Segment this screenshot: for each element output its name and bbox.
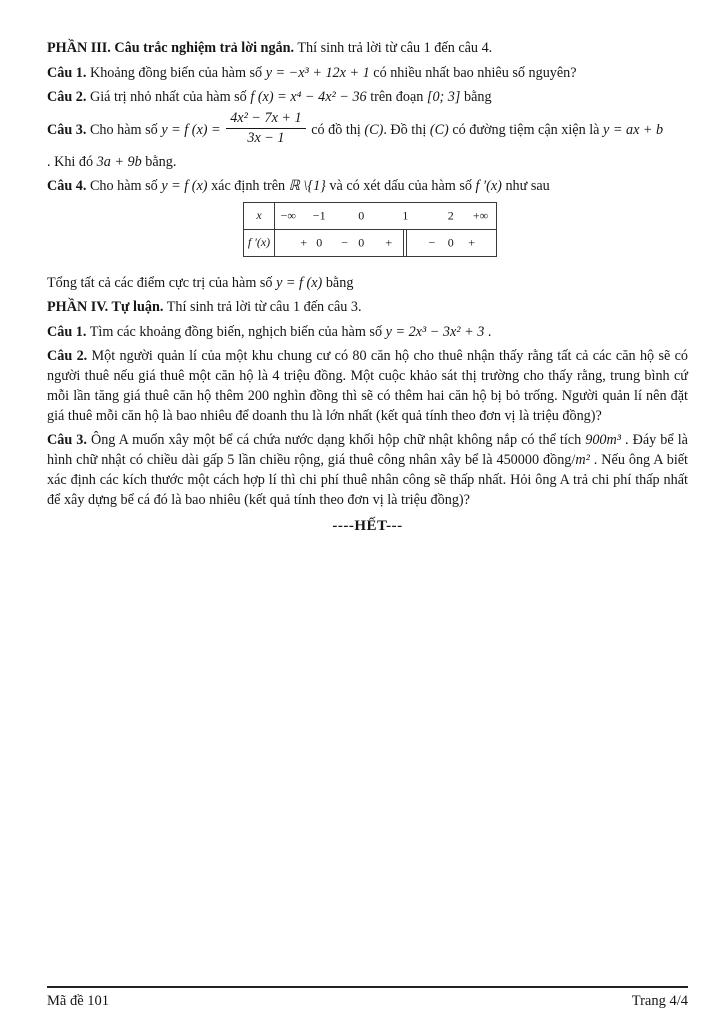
part3-question-4-sum: Tổng tất cả các điểm cực trị của hàm số y = f (x) bằng	[47, 274, 354, 291]
sign-table-x-header: x	[244, 203, 275, 229]
end-of-exam-marker: ----HẾT---	[332, 518, 403, 534]
sign-table-fprime-values	[275, 230, 496, 256]
part4-question-1: Câu 1. Tìm các khoảng đồng biến, nghịch biến của hàm số y = 2x³ − 3x² + 3 .	[47, 323, 492, 340]
fprime-sign: +	[385, 235, 393, 249]
x-value: 0	[358, 208, 365, 222]
part3-question-4: Câu 4. Cho hàm số y = f (x) xác định trên ℝ \{1} và có xét dấu của hàm số f ′(x) như sau	[47, 178, 550, 194]
part3-question-3-continued: . Khi đó 3a + 9b bằng.	[47, 153, 177, 170]
page-number: Trang 4/4	[631, 993, 688, 1009]
x-value: −1	[312, 208, 326, 222]
fprime-sign: 0	[358, 235, 365, 249]
x-value: 2	[447, 208, 454, 222]
document-body	[47, 38, 688, 550]
exam-code: Mã đề 101	[47, 993, 110, 1009]
page-footer	[47, 986, 688, 1010]
part3-question-2: Câu 2. Giá trị nhỏ nhất của hàm số f (x) = x⁴ − 4x² − 36 trên đoạn [0; 3] bằng	[47, 89, 492, 105]
part4-question-2: Câu 2. Một người quản lí của một khu chung cư có 80 căn hộ cho thuê nhận thấy rằng tất cả các căn hộ sẽ có người thuê nếu giá thuê một căn hộ là 4 triệu đồng. Một cuộc khảo sát thị trường cho thấy rằng, trung bình cứ mỗi lần tăng giá thuê căn hộ thêm 200 nghìn đồng thì sẽ có thêm hai căn hộ bị bỏ trống. Người quản lí nên đặt giá thuê mỗi căn hộ là bao nhiêu để doanh thu là lớn nhất (kết quả tính theo đơn vị là triệu đồng)?	[47, 348, 689, 424]
part4-header: PHẦN IV. Tự luận. Thí sinh trả lời từ câu 1 đến câu 3.	[47, 299, 362, 315]
part3-header: PHẦN III. Câu trắc nghiệm trả lời ngắn. Thí sinh trả lời từ câu 1 đến câu 4.	[47, 40, 493, 56]
fraction-numerator: 4x² − 7x + 1	[226, 110, 305, 129]
sign-table-fprime-header: f ′(x)	[244, 230, 275, 256]
fprime-sign: −	[428, 235, 436, 249]
fprime-sign: 0	[447, 235, 454, 249]
x-value: +∞	[472, 208, 489, 222]
fprime-sign: +	[300, 235, 308, 249]
x-value: −∞	[280, 208, 296, 222]
fprime-sign: +	[468, 235, 476, 249]
part3-question-3: Câu 3. Cho hàm số y = f (x) = $\frac{\text{4x² − 7x + 1}}{3x - 1}$ có đồ thị (C). Đồ thị (C) có đường tiệm cận xiện là y = ax + b	[47, 109, 664, 146]
fprime-sign: 0	[316, 235, 323, 249]
sign-table-fprime-row	[244, 229, 496, 256]
fraction	[226, 110, 305, 147]
part4-question-3: Câu 3. Ông A muốn xây một bể cá chứa nước dạng khối hộp chữ nhật không nắp có thể tích 900m³ . Đáy bể là hình chữ nhật có chiều dài gấp 5 lần chiều rộng, giá thuê công nhân xây bể là 450000 đồng/m² . Nếu ông A biết xác định các kích thước một cách hợp lí thì chi phí thuê nhân công sẽ thấp nhất. Hỏi ông A trả chi phí thấp nhất để xây dựng bể cá đó là bao nhiêu (kết quả tính theo đơn vị là triệu đồng)?	[47, 432, 688, 508]
part3-question-1: Câu 1. Khoảng đồng biến của hàm số y = −x³ + 12x + 1 có nhiều nhất bao nhiêu số nguyên?	[47, 64, 577, 81]
fraction-denominator: 3x − 1	[247, 129, 285, 146]
sign-table-x-values	[275, 203, 496, 229]
sign-table	[243, 202, 497, 257]
fprime-sign: −	[341, 235, 348, 249]
discontinuity-double-bar	[403, 230, 407, 256]
sign-table-x-row	[244, 203, 496, 229]
x-value: 1	[402, 208, 409, 222]
